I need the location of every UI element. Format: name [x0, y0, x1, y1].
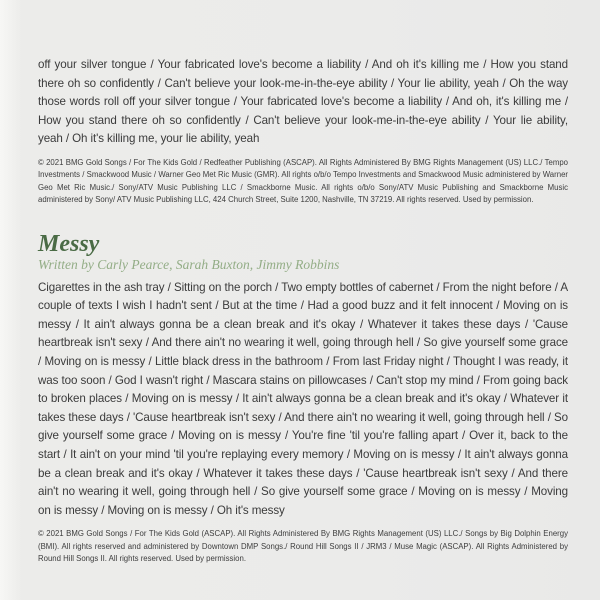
previous-song-lyrics: off your silver tongue / Your fabricated love's become a liability / And oh it's killing me / How you stand there oh so confidently / Can't believe your look-me-in-the-eye ability / Your lie ability, yeah / Oh the way those words roll off your silver tongue / Your fabricated love's become a liability / And oh, it's killing me / How you stand there oh so confidently / Can't believe your look-me-in-the-eye ability / Your lie ability, yeah / Oh it's killing me, your lie ability, yeah — [38, 58, 568, 146]
previous-song-copyright: © 2021 BMG Gold Songs / For The Kids Gold / Redfeather Publishing (ASCAP). All Rights Administered By BMG Rights Management (US) LLC./ Tempo Investments / Smackwood Music / Warner Geo Met Ric Music (GMR). All rights o/b/o Tempo Investments and Smackwood Music administered by Warner Geo Met Ric Music./ Sony/ATV Music Publishing LLC / Smackborne Music. All rights o/b/o Sony/ATV Music Publishing and Smackborne Music administered by Sony/ ATV Music Publishing LLC, 424 Church Street, Suite 1200, Nashville, TN 37219. All rights reserved. Used by permission. — [38, 157, 568, 205]
song-lyrics: Cigarettes in the ash tray / Sitting on the porch / Two empty bottles of cabernet / From the night before / A couple of texts I wish I hadn't sent / But at the time / Had a good buzz and it felt innocent / Moving on is messy / It ain't always gonna be a clean break and it's okay / Whatever it takes these days / 'Cause heartbreak isn't sexy / And there ain't no wearing it well, going through hell / So give yourself some grace / Moving on is messy / Little black dress in the bathroom / From last Friday night / Thought I was ready, it was too soon / God I wasn't right / Mascara stains on pillowcases / Can't stop my mind / From going back to broken places / Moving on is messy / It ain't always gonna be a clean break and it's okay / Whatever it takes these days / 'Cause heartbreak isn't sexy / And there ain't no wearing it well, going through hell / So give yourself some grace / Moving on is messy / You're fine 'til you're falling apart / Over it, back to the start / It ain't on your mind 'til you're replaying every memory / Moving on is messy / It ain't always gonna be a clean break and it's okay / Whatever it takes these days / 'Cause heartbreak isn't sexy / And there ain't no wearing it well, going through hell / So give yourself some grace / Moving on is messy / Moving on is messy / Moving on is messy / Oh it's messy — [38, 280, 568, 517]
song-copyright: © 2021 BMG Gold Songs / For The Kids Gold (ASCAP). All Rights Administered By BMG Rights Management (US) LLC./ Songs by Big Dolphin Energy (BMI). All rights reserved and administered by Downtown DMP Songs./ Round Hill Songs II / JRM3 / Muse Magic (ASCAP). All Rights Administered by Round Hill Songs II. All rights reserved. Used by permission. — [38, 529, 568, 564]
song-writer-credits: Written by Carly Pearce, Sarah Buxton, Jimmy Robbins — [38, 256, 340, 272]
song-title: Messy — [38, 230, 100, 257]
